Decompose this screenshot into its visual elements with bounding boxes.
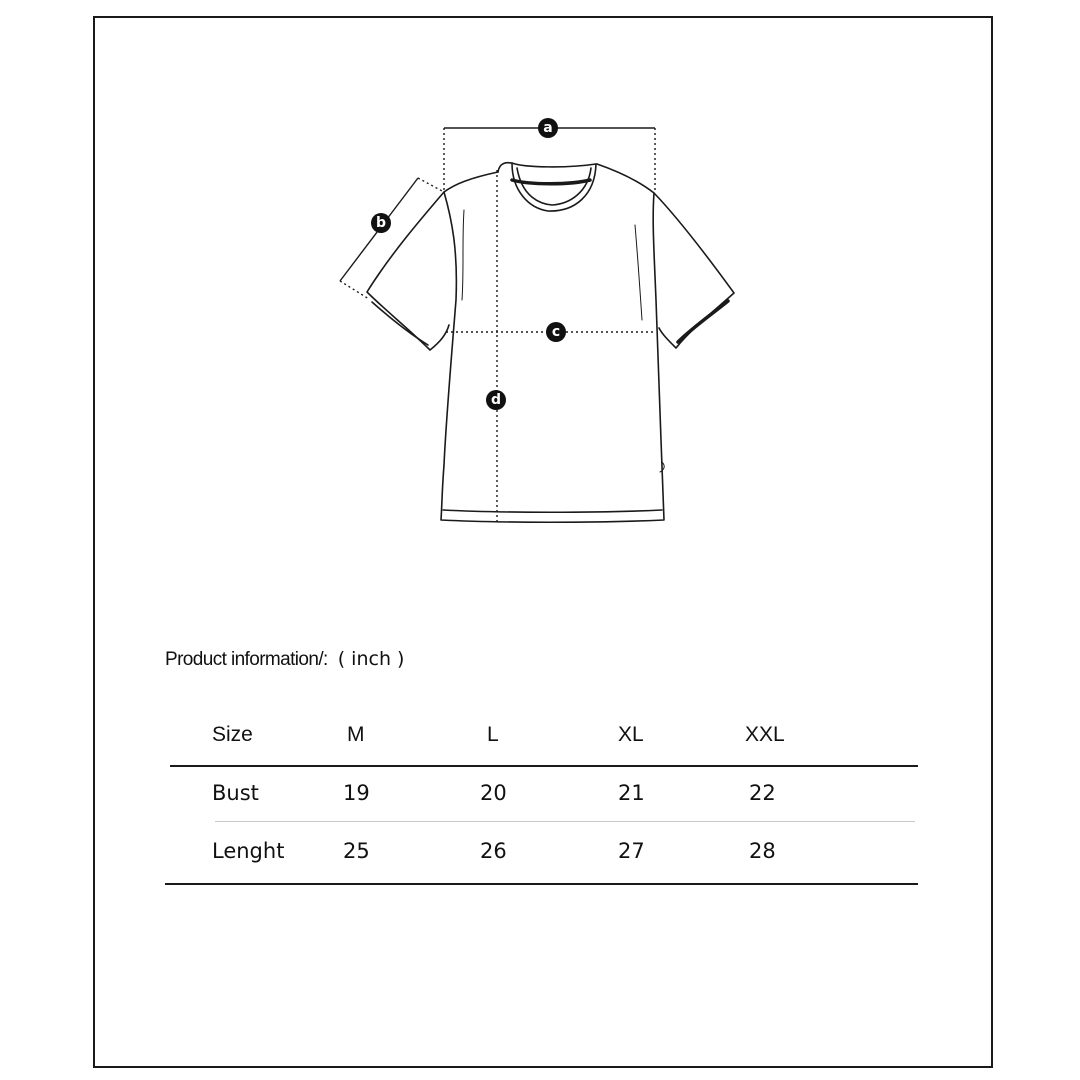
table-cell: 26 bbox=[480, 839, 507, 863]
size-header-xxl: XXL bbox=[745, 723, 785, 746]
measurement-guides bbox=[340, 128, 656, 522]
table-cell: 19 bbox=[343, 781, 370, 805]
marker-d bbox=[486, 390, 506, 410]
svg-text:d: d bbox=[490, 392, 502, 408]
size-header-label: Size bbox=[212, 723, 253, 746]
size-header-l: L bbox=[487, 723, 499, 746]
table-cell: 25 bbox=[343, 839, 370, 863]
table-cell: 28 bbox=[749, 839, 776, 863]
marker-c bbox=[546, 322, 566, 342]
marker-a bbox=[538, 118, 558, 138]
table-cell: 22 bbox=[749, 781, 776, 805]
header-divider bbox=[170, 765, 918, 767]
marker-b bbox=[371, 213, 391, 233]
row-label: Lenght bbox=[212, 839, 285, 863]
table-cell: 21 bbox=[618, 781, 645, 805]
svg-text:b: b bbox=[375, 215, 387, 231]
size-header-m: M bbox=[347, 723, 365, 746]
row-divider bbox=[215, 821, 915, 822]
table-cell: 27 bbox=[618, 839, 645, 863]
size-header-xl: XL bbox=[618, 723, 644, 746]
svg-text:a: a bbox=[543, 120, 553, 136]
product-info-title: Product information/: bbox=[165, 649, 328, 670]
table-bottom-rule bbox=[165, 883, 918, 885]
unit-label: ( inch ) bbox=[337, 648, 405, 670]
row-label: Bust bbox=[212, 781, 259, 805]
tshirt-outline bbox=[367, 163, 734, 523]
svg-text:c: c bbox=[551, 324, 561, 340]
product-info-heading bbox=[165, 648, 404, 671]
table-cell: 20 bbox=[480, 781, 507, 805]
